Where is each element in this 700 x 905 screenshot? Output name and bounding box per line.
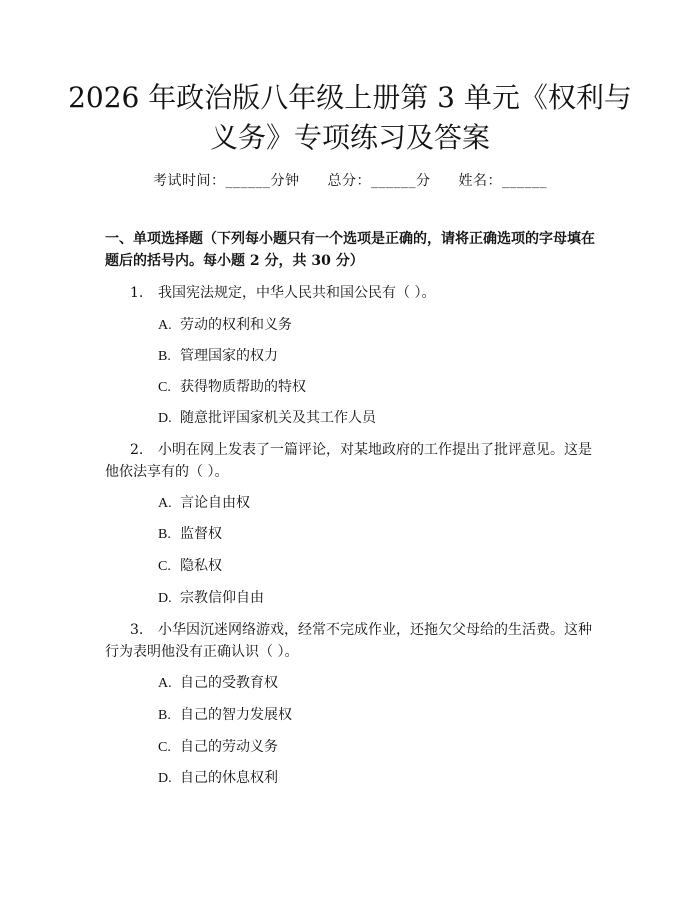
question-1-option-b — [158, 345, 278, 368]
option-letter: C. — [158, 740, 171, 755]
exam-time-label: 考试时间：______分钟 — [153, 173, 300, 189]
document-title-line-1: 2026 年政治版八年级上册第 3 单元《权利与 — [68, 81, 632, 114]
option-text: 获得物质帮助的特权 — [180, 379, 306, 395]
section-heading-single-choice: 一、单项选择题（下列每小题只有一个选项是正确的，请将正确选项的字母填在题后的括号内。每小题 2 分，共 30 分） — [105, 231, 595, 269]
option-letter: C. — [158, 559, 171, 574]
option-letter: A. — [158, 676, 172, 691]
question-3-stem — [105, 619, 600, 663]
question-1-option-c — [158, 376, 306, 399]
question-2-option-c — [158, 555, 222, 578]
option-text: 言论自由权 — [180, 495, 250, 511]
option-letter: D. — [158, 591, 172, 606]
total-score-label: 总分：______分 — [327, 173, 431, 189]
question-number: 3. — [130, 622, 144, 638]
option-letter: A. — [158, 496, 172, 511]
document-title-line-2: 义务》专项练习及答案 — [209, 121, 490, 154]
question-1-option-d — [158, 407, 376, 430]
question-3-option-a — [158, 672, 278, 695]
option-letter: D. — [158, 411, 172, 426]
question-number: 2. — [130, 442, 144, 458]
option-text: 自己的受教育权 — [180, 675, 278, 691]
question-text: 小明在网上发表了一篇评论，对某地政府的工作提出了批评意见。这是他依法享有的（ ）。 — [105, 442, 592, 480]
question-1-option-a — [158, 314, 292, 337]
option-text: 随意批评国家机关及其工作人员 — [180, 410, 376, 426]
question-2-stem — [105, 439, 600, 483]
question-3-option-c — [158, 736, 278, 759]
question-2-option-b — [158, 523, 222, 546]
name-label: 姓名：______ — [458, 173, 547, 189]
option-text: 自己的劳动义务 — [180, 739, 278, 755]
option-letter: C. — [158, 380, 171, 395]
option-letter: B. — [158, 527, 171, 542]
question-number: 1. — [130, 285, 144, 301]
option-letter: D. — [158, 771, 172, 786]
question-text: 小华因沉迷网络游戏，经常不完成作业，还拖欠父母给的生活费。这种行为表明他没有正确认识（ ）。 — [105, 622, 592, 660]
option-letter: B. — [158, 708, 171, 723]
option-text: 隐私权 — [180, 558, 222, 574]
question-3-option-d — [158, 767, 278, 790]
option-text: 监督权 — [180, 526, 222, 542]
question-1-stem — [105, 282, 600, 304]
question-2-option-a — [158, 492, 250, 515]
option-letter: B. — [158, 349, 171, 364]
option-text: 宗教信仰自由 — [180, 590, 264, 606]
option-text: 自己的智力发展权 — [180, 707, 292, 723]
option-text: 管理国家的权力 — [180, 348, 278, 364]
exam-meta-line — [0, 170, 700, 190]
option-text: 劳动的权利和义务 — [180, 317, 292, 333]
question-2-option-d — [158, 587, 264, 610]
option-text: 自己的休息权利 — [180, 770, 278, 786]
question-text: 我国宪法规定，中华人民共和国公民有（ ）。 — [158, 285, 436, 301]
question-3-option-b — [158, 704, 292, 727]
option-letter: A. — [158, 318, 172, 333]
